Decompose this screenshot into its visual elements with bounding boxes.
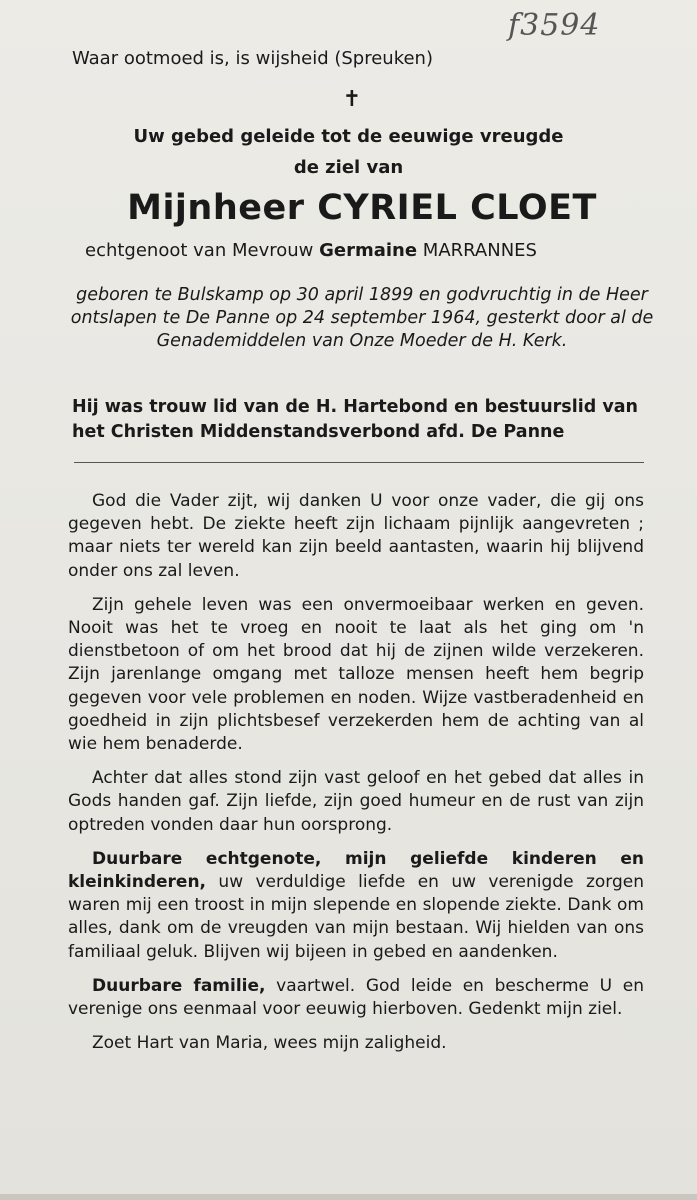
spouse-line [85, 240, 655, 261]
spouse-first-name: Germaine [319, 240, 418, 261]
paragraph-5-rest: vaartwel. God leide en bescherme U en verenige ons eenmaal voor eeuwig hierboven. Gedenkt mijn ziel. [68, 975, 644, 1020]
archive-number: f3594 [508, 8, 601, 43]
closing-prayer: Zoet Hart van Maria, wees mijn zaligheid. [92, 1033, 447, 1054]
membership-text: Hij was trouw lid van de H. Hartebond en bestuurslid van het Christen Middenstandsverbond afd. De Panne [72, 397, 639, 442]
spouse-prefix: echtgenoot van Mevrouw [85, 240, 320, 261]
paragraph-4 [68, 848, 644, 964]
paragraph-2: Zijn gehele leven was een onvermoeibaar werken en geven. Nooit was het te vroeg en nooit te laat als het ging om 'n dienstbetoon of om het brood dat hij de zijnen wilde verzekeren. Zijn jarenlange omgang met talloze mensen heeft hem begrip gegeven voor vele problemen en noden. Wijze vastberadenheid en goedheid in zijn plichtsbesef verzekerden hem de achting van al wie hem benaderde. [68, 594, 644, 755]
motto: Waar ootmoed is, is wijsheid (Spreuken) [72, 48, 433, 69]
paragraph-3: Achter dat alles stond zijn vast geloof en het gebed dat alles in Gods handen gaf. Zijn liefde, zijn goed humeur en de rust van zijn optreden vonden daar hun oorsprong. [68, 768, 644, 835]
paragraph-5 [68, 975, 644, 1021]
spouse-last-name: MARRANNES [417, 240, 537, 261]
divider [74, 462, 644, 463]
paragraph-5-lead: Duurbare familie, [92, 975, 266, 996]
paragraph-4-lead: Duurbare echtgenote, mijn geliefde kinderen en kleinkinderen, [68, 848, 644, 893]
cross-icon: ✝ [342, 87, 362, 112]
memorial-text [68, 490, 644, 1066]
prayer-heading [0, 121, 697, 183]
paragraph-4-rest: uw verduldige liefde en uw verenigde zorgen waren mij een troost in mijn slepende en slopende ziekte. Dank om alles, dank om de vreugden van mijn bestaan. Wij hielden van ons familiaal geluk. Blijven wij bijeen in gebed en aandenken. [68, 872, 644, 962]
prayer-line-1: Uw gebed geleide tot de eeuwige vreugde [133, 126, 564, 147]
birth-death-details: geboren te Bulskamp op 30 april 1899 en godvruchtig in de Heer ontslapen te De Panne op 24 september 1964, gesterkt door al de Genademiddelen van Onze Moeder de H. Kerk. [70, 285, 654, 351]
deceased-name: Mijnheer CYRIEL CLOET [127, 188, 597, 228]
prayer-line-2: de ziel van [293, 157, 404, 178]
paragraph-1: God die Vader zijt, wij danken U voor onze vader, die gij ons gegeven hebt. De ziekte heeft zijn lichaam pijnlijk aangevreten ; maar niets ter wereld kan zijn beeld aantasten, waarin hij blijvend onder ons zal leven. [68, 491, 644, 581]
